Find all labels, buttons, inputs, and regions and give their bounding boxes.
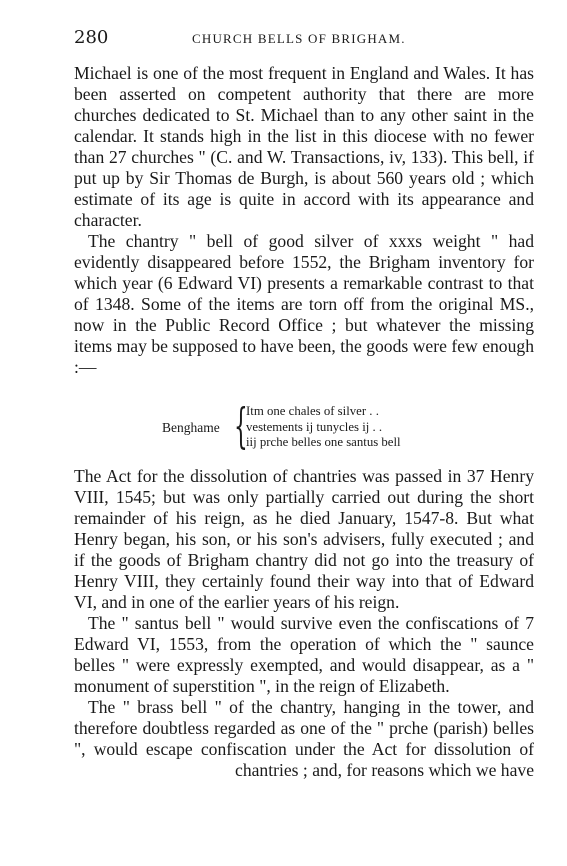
inventory-item: Itm one chales of silver . . [246, 404, 379, 418]
inventory-label: Benghame [162, 420, 220, 435]
page-number: 280 [74, 27, 109, 48]
paragraph-5: The " brass bell " of the chantry, hanging in the tower, and therefore doubtless regarded as one of the " prche (parish) belles ", would escape confiscation under the Act for dissolution of chantries ; and, for reasons which we have [74, 697, 534, 780]
inventory-items [246, 404, 401, 451]
running-title: CHURCH BELLS OF BRIGHAM. [192, 31, 406, 46]
paragraph-4: The " santus bell " would survive even the confiscations of 7 Edward VI, 1553, from the operation of which the " saunce belles " were expressly exempted, and would disappear, as a " monument of superstition ", in the reign of Elizabeth. [74, 613, 534, 696]
page-header [74, 27, 534, 51]
inventory-item: vestements ij tunycles ij . . [246, 419, 383, 434]
paragraph-3: The Act for the dissolution of chantries was passed in 37 Henry VIII, 1545; but was only partially carried out during the short remainder of his reign, as he died January, 1547-8. But what Henry began, his son, or his son's advisers, fully executed ; and if the goods of Brigham chantry did not go into the treasury of Henry VIII, they certainly found their way into that of Edward VI, and in one of the earlier years of his reign. [74, 466, 534, 612]
body-text [74, 63, 534, 781]
inventory-item: iij prche belles one santus bell [246, 435, 401, 449]
paragraph-1: Michael is one of the most frequent in England and Wales. It has been asserted on competent authority that there are more churches dedicated to St. Michael than to any other saint in the calendar. It stands high in the list in this diocese with no fewer than 27 churches " (C. and W. Transactions, iv, 133). This bell, if put up by Sir Thomas de Burgh, is about 560 years old ; which estimate of its age is quite in accord with its appearance and character. [74, 63, 534, 230]
paragraph-2: The chantry " bell of good silver of xxxs weight " had evidently disappeared before 1552, the Brigham inventory for which year (6 Edward VI) presents a remarkable contrast to that of 1348. Some of the items are torn off from the original MS., now in the Public Record Office ; but whatever the missing items may be supposed to have been, the goods were few enough :— [74, 231, 534, 377]
spacer [74, 378, 534, 404]
left-brace-icon: { [234, 398, 248, 454]
inventory-block [74, 398, 534, 454]
